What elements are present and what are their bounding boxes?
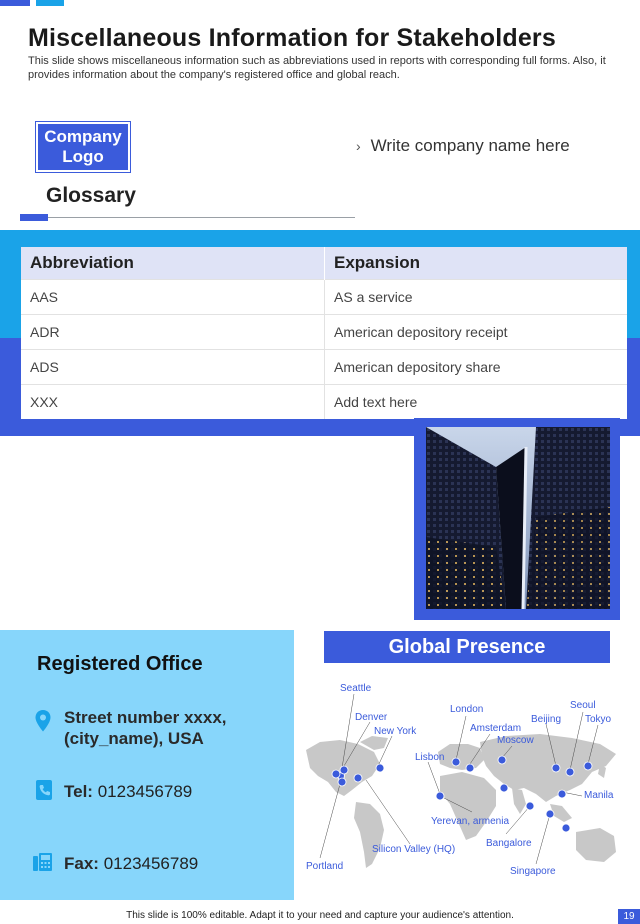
tel-value: 0123456789 (97, 782, 193, 801)
city-label: Moscow (497, 735, 534, 746)
map-markers (300, 672, 640, 894)
logo-line-1: Company (44, 127, 122, 146)
glossary-table (21, 247, 627, 419)
chevron-right-icon: › (356, 138, 361, 154)
table-row (21, 315, 627, 350)
city-label: Lisbon (415, 752, 445, 763)
city-label: Singapore (510, 866, 556, 877)
expansion-cell: AS a service (325, 280, 628, 315)
global-presence-heading: Global Presence (324, 631, 610, 663)
abbreviation-cell: XXX (21, 385, 325, 420)
glossary-accent-tab (20, 214, 48, 221)
city-label: New York (374, 726, 417, 737)
location-pin-icon (34, 709, 52, 733)
address-line-1: Street number xxxx, (64, 708, 227, 727)
city-label: Denver (355, 712, 388, 723)
page-number: 19 (618, 909, 640, 924)
glossary-divider (20, 217, 355, 218)
fax-value: 0123456789 (103, 854, 199, 873)
table-row (21, 385, 627, 420)
company-name-placeholder[interactable] (356, 136, 570, 156)
city-label: Seattle (340, 683, 372, 694)
world-map (300, 672, 640, 894)
phone-book-icon (34, 779, 54, 801)
address-line-2: (city_name), USA (64, 729, 204, 748)
glossary-header-row (21, 247, 627, 280)
expansion-cell: American depository share (325, 350, 628, 385)
abbreviation-cell: ADS (21, 350, 325, 385)
city-label: Silicon Valley (HQ) (372, 844, 456, 855)
header-expansion: Expansion (325, 247, 628, 280)
table-row (21, 280, 627, 315)
company-name-text: Write company name here (370, 136, 570, 155)
city-label: Seoul (570, 700, 596, 711)
expansion-cell: American depository receipt (325, 315, 628, 350)
registered-office-heading: Registered Office (37, 653, 203, 675)
city-label: Portland (306, 861, 344, 872)
table-row (21, 350, 627, 385)
city-label: Amsterdam (470, 723, 522, 734)
footer-note: This slide is 100% editable. Adapt it to your need and capture your audience's attention. (126, 910, 514, 921)
city-label: Manila (584, 790, 614, 801)
top-accent-bar-cyan (36, 0, 64, 6)
city-label: Bangalore (486, 838, 532, 849)
city-label: Beijing (531, 714, 562, 725)
tel-label: Tel: (64, 782, 93, 801)
page-subtitle: This slide shows miscellaneous information such as abbreviations used in reports with corresponding full forms. Also, it provides information about the company's registered office and global reach. (28, 55, 606, 81)
skyscraper-illustration (426, 427, 610, 609)
company-logo-placeholder[interactable] (36, 122, 130, 172)
logo-line-2: Logo (62, 147, 104, 166)
abbreviation-cell: AAS (21, 280, 325, 315)
glossary-heading: Glossary (46, 184, 136, 207)
top-accent-bar-blue (0, 0, 30, 6)
location-pin-markers (332, 756, 592, 832)
abbreviation-cell: ADR (21, 315, 325, 350)
office-fax (64, 853, 198, 874)
header-abbreviation: Abbreviation (21, 247, 325, 280)
city-label: Yerevan, armenia (431, 816, 510, 827)
city-label: London (450, 704, 484, 715)
city-label: Tokyo (585, 714, 612, 725)
office-address (64, 707, 227, 749)
page-title: Miscellaneous Information for Stakeholders (28, 24, 556, 52)
fax-icon (32, 851, 54, 873)
expansion-cell: Add text here (325, 385, 628, 420)
fax-label: Fax: (64, 854, 99, 873)
office-telephone (64, 781, 192, 802)
skyscraper-image (426, 427, 610, 609)
